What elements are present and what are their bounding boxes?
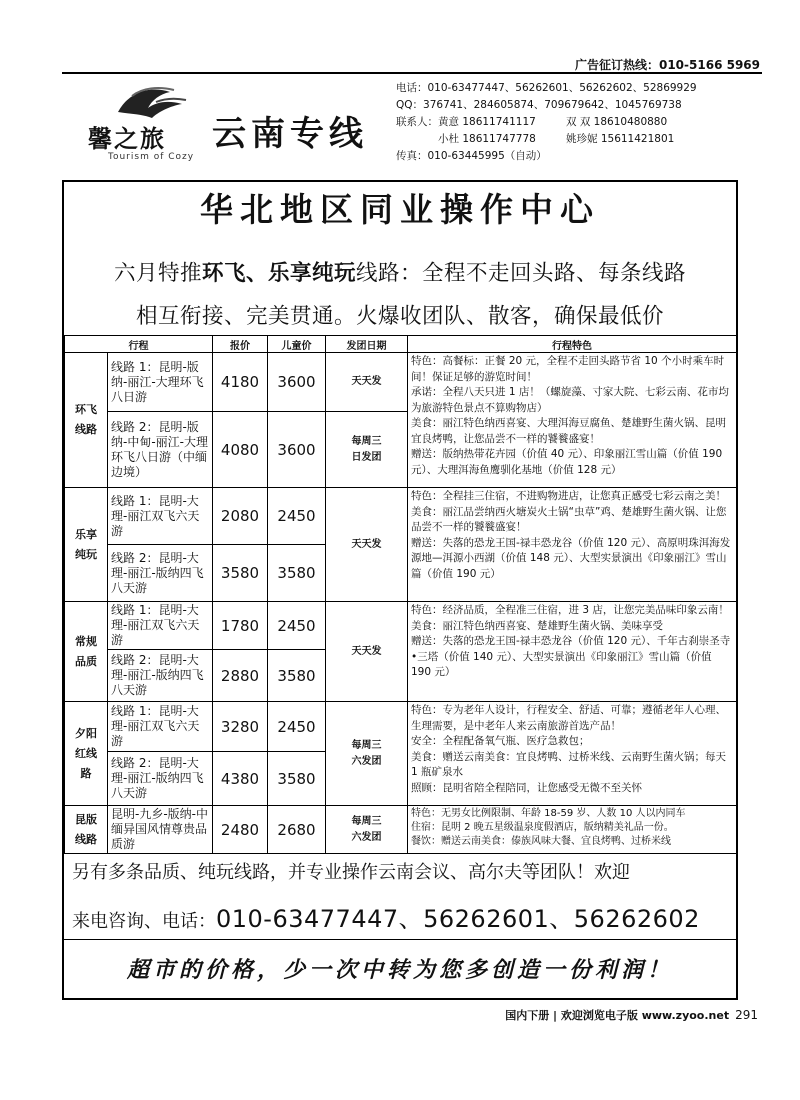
child-price-cell: 2450 [268,702,326,752]
logo-swan-icon [112,84,192,120]
features-cell [408,488,737,602]
departure-label: 天天发 [351,376,382,387]
route-cell: 线路 1：昆明-大理-丽江双飞六天游 [108,488,213,545]
promo-highlight: 环飞 [201,261,246,286]
child-price-cell: 2450 [268,602,326,650]
more-info-prefix: 来电咨询、电话： [72,911,216,932]
feature-line: 美食：赠送云南美食：宜良烤鸭、过桥米线、云南野生菌火锅；每天 1 瓶矿泉水 [411,750,726,778]
price-cell: 2480 [213,806,268,854]
category-label: 常规 品质 [75,634,97,668]
route-cell: 线路 1：昆明-大理-丽江双飞六天游 [108,602,213,650]
route-cell: 线路 2：昆明-版纳-中甸-丽江-大理环飞八日游（中缅边境） [108,412,213,488]
contact-phone: 电话：010-63477447、56262601、56262602、52869929 [396,82,697,94]
col-header: 儿童价 [268,336,326,353]
price-cell: 2080 [213,488,268,545]
category-label: 夕阳 红线 路 [75,726,97,780]
table-row [65,602,737,650]
tour-table [64,335,737,854]
brand-name: 馨之旅 [88,124,166,153]
child-price-cell: 3600 [268,353,326,412]
feature-line: 特色：无男女比例限制、年龄 18-59 岁、人数 10 人以内同车 [411,808,686,819]
departure-cell [326,702,408,806]
feature-line: 美食：丽江品尝纳西火塘炭火土锅“虫草”鸡、楚雄野生菌火锅、让您品尝不一样的饕餮盛宴！ [411,505,727,533]
feature-line: 特色：专为老年人设计，行程安全、舒适、可靠；遵循老年人心理、生理需要，是中老年人来云南旅游首选产品！ [411,704,726,732]
departure-cell [326,602,408,702]
child-price-cell: 3580 [268,545,326,602]
contact-person: 双 双 18610480880 [566,116,668,128]
category-label: 环飞 线路 [75,403,97,436]
more-info-line-2 [72,899,700,934]
slogan-divider [64,939,736,940]
category-cell [65,488,108,602]
ad-hotline: 广告征订热线：010-5166 5969 [574,58,760,72]
price-cell: 2880 [213,650,268,702]
contact-info [396,80,697,165]
route-cell: 线路 2：昆明-大理-丽江-版纳四飞八天游 [108,650,213,702]
child-price-cell: 3580 [268,650,326,702]
page-number: 291 [735,1008,758,1022]
route-cell: 线路 2：昆明-大理-丽江-版纳四飞八天游 [108,752,213,806]
category-cell [65,353,108,488]
table-row [65,488,737,545]
category-label: 昆版 线路 [75,812,97,846]
price-cell: 3580 [213,545,268,602]
col-header: 行程特色 [408,336,737,353]
col-header: 发团日期 [326,336,408,353]
features-cell [408,353,737,488]
table-row [65,702,737,752]
price-cell: 4380 [213,752,268,806]
promo-line-1 [62,256,738,287]
feature-line: 特色：高餐标：正餐 20 元，全程不走回头路节省 10 个小时乘车时间！保证足够的游览时间！ [411,355,725,383]
route-cell: 昆明-九乡-版纳-中缅异国风情尊贵品质游 [108,806,213,854]
feature-line: 赠送：版纳热带花卉园（价值 40 元）、印象丽江雪山篇（价值 190 元）、大理洱海鱼鹰驯化基地（价值 128 元） [411,448,723,476]
route-cell: 线路 1：昆明-版纳-丽江-大理环飞八日游 [108,353,213,412]
category-label: 乐享 纯玩 [75,527,97,561]
table-header-row [65,336,737,353]
price-cell: 1780 [213,602,268,650]
feature-line: 住宿：昆明 2 晚五星级温泉度假酒店，版纳精美礼品一份。 [411,822,674,833]
departure-label: 天天发 [351,538,382,550]
category-cell [65,602,108,702]
price-cell: 4180 [213,353,268,412]
feature-line: 美食：丽江特色纳西喜宴、楚雄野生菌火锅、美味享受 [411,619,663,632]
line-title: 云南专线 [212,114,368,154]
table-row [65,353,737,412]
contact-person: 姚珍妮 15611421801 [566,133,675,145]
price-cell: 3280 [213,702,268,752]
child-price-cell: 3580 [268,752,326,806]
slogan: 超市的价格，少一次中转为您多创造一份利润！ [126,958,673,983]
phone-numbers: 010-63477447、56262601、56262602 [216,905,700,933]
contact-person: 小杜 18611747778 [438,133,536,145]
promo-highlight: 乐享纯玩 [268,261,357,286]
child-price-cell: 2450 [268,488,326,545]
feature-line: 特色：全程挂三住宿，不进购物进店，让您真正感受七彩云南之美！ [411,490,726,502]
price-cell: 4080 [213,412,268,488]
brand-english: Tourism of Cozy [108,152,195,162]
contact-person: 黄意 18611741117 [438,116,536,128]
promo-pre: 六月特推 [113,261,202,286]
route-cell: 线路 1：昆明-大理-丽江双飞六天游 [108,702,213,752]
feature-line: 特色：经济品质，全程准三住宿，进 3 店，让您完美品味印象云南！ [411,604,729,616]
feature-line: 赠送：失落的恐龙王国-禄丰恐龙谷（价值 120 元）、高原明珠洱海发源地—洱源小西湖（价值 148 元）、大型实景演出《印象丽江》雪山篇（价值 190 元） [411,536,731,580]
departure-label: 每周三 六发团 [351,739,382,767]
promo-line-2: 相互衔接、完美贯通。火爆收团队、散客，确保最低价 [135,304,664,329]
page-footer [505,1007,758,1023]
child-price-cell: 2680 [268,806,326,854]
departure-cell [326,806,408,854]
departure-label: 每周三 六发团 [351,815,382,843]
feature-line: 安全：全程配备氧气瓶、医疗急救包； [411,735,590,747]
departure-cell [326,488,408,602]
footer-text: 国内下册 | 欢迎浏览电子版 www.zyoo.net [505,1009,730,1022]
feature-line: 餐饮：赠送云南美食：傣族风味大餐、宜良烤鸭、过桥米线 [411,836,671,847]
departure-label: 每周三 日发团 [351,435,382,463]
promo-rest: 线路：全程不走回头路、每条线路 [356,261,687,286]
col-header: 报价 [213,336,268,353]
departure-label: 天天发 [351,645,382,657]
contact-persons-row2 [396,131,697,148]
col-header: 行程 [65,336,213,353]
route-cell: 线路 2：昆明-大理-丽江-版纳四飞八天游 [108,545,213,602]
feature-line: 照顾：昆明省陪全程陪同，让您感受无微不至关怀 [411,781,642,794]
category-cell [65,806,108,854]
table-row [65,806,737,854]
contact-label: 联系人： [396,116,438,128]
child-price-cell: 3600 [268,412,326,488]
contact-qq: QQ：376741、284605874、709679642、1045769738 [396,99,682,111]
category-cell [65,702,108,806]
features-cell [408,602,737,702]
contact-fax: 传真：010-63445995（自动） [396,150,547,162]
features-cell [408,806,737,854]
contact-persons-row1 [396,114,697,131]
header-divider [62,72,762,74]
page-heading: 华北地区同业操作中心 [200,190,600,229]
more-info-line-1: 另有多条品质、纯玩线路，并专业操作云南会议、高尔夫等团队！欢迎 [72,862,630,883]
promo-sep: 、 [245,261,268,286]
feature-line: 承诺：全程八天只进 1 店！（螺旋藻、寸家大院、七彩云南、花市均为旅游特色景点不算购物店） [411,386,729,414]
departure-cell [326,353,408,412]
feature-line: 赠送：失落的恐龙王国-禄丰恐龙谷（价值 120 元）、千年古刹崇圣寺•三塔（价值 140 元）、大型实景演出《印象丽江》雪山篇（价值 190 元） [411,635,731,678]
features-cell [408,702,737,806]
departure-cell [326,412,408,488]
feature-line: 美食：丽江特色纳西喜宴、大理洱海豆腐鱼、楚雄野生菌火锅、昆明宜良烤鸭，让您品尝不一样的饕餮盛宴！ [411,417,726,445]
